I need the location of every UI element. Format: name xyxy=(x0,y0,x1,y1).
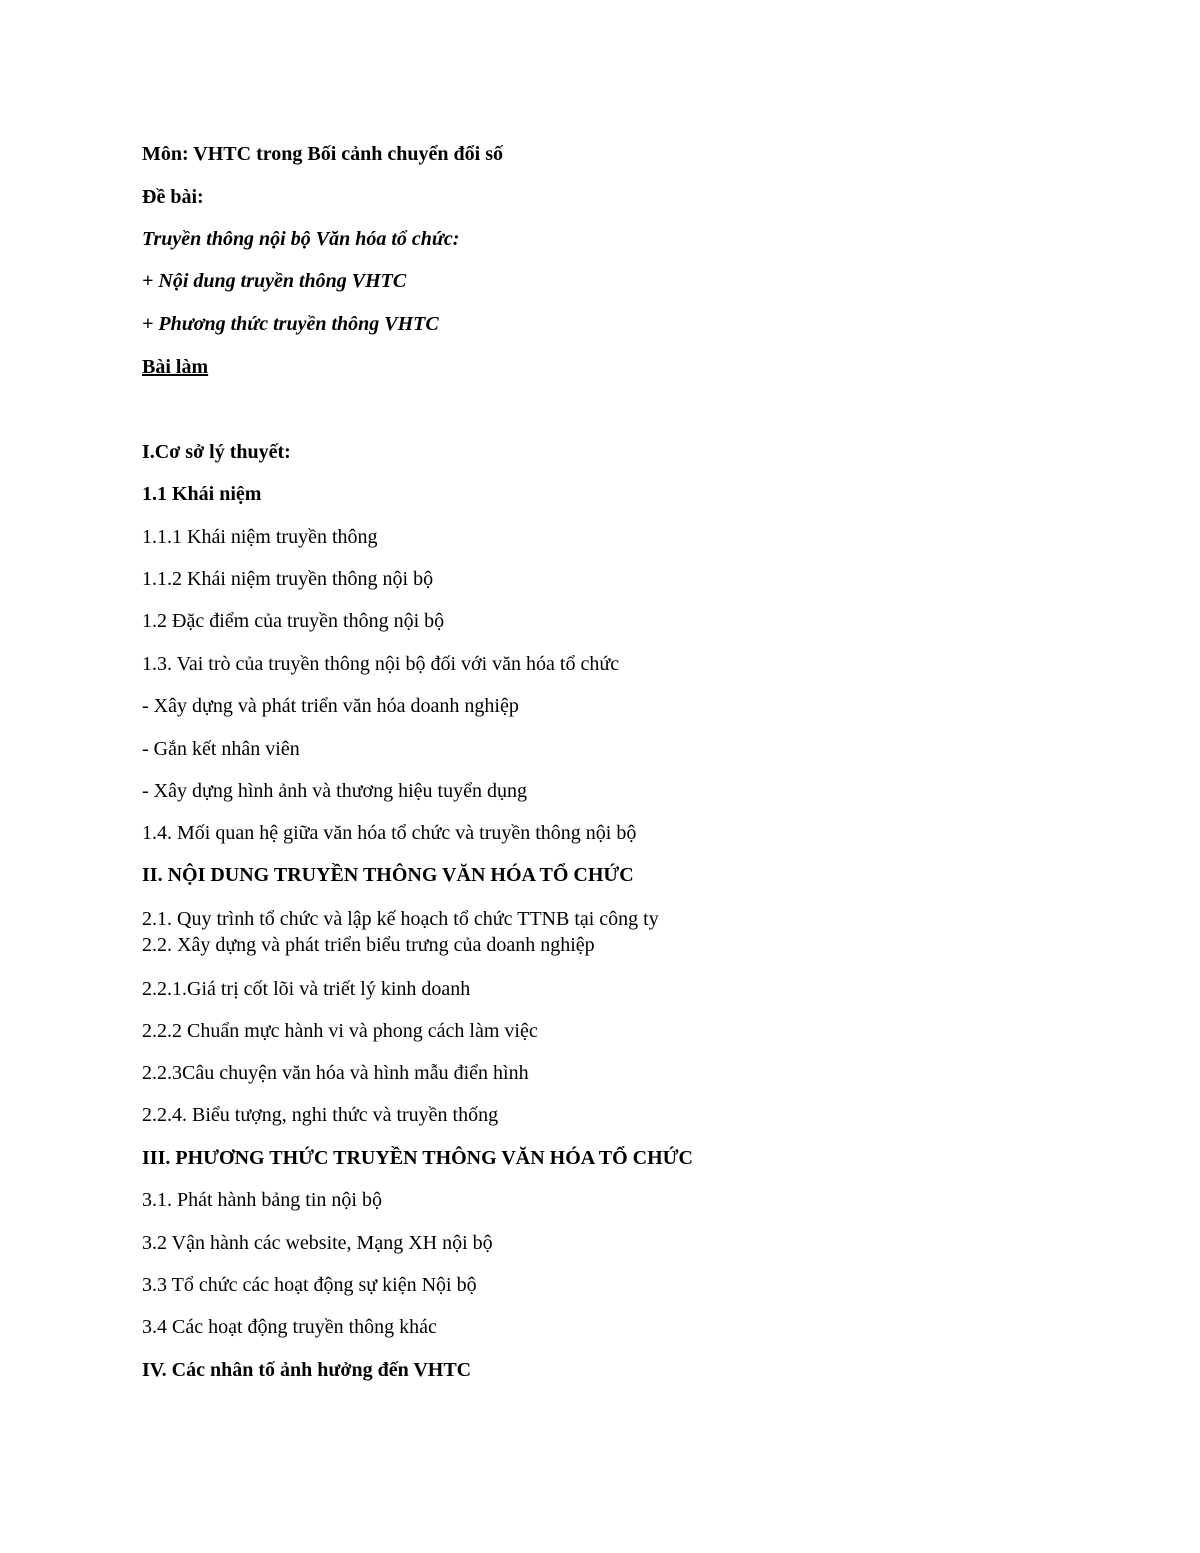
outline-item: 1.3. Vai trò của truyền thông nội bộ đối với văn hóa tổ chức xyxy=(142,653,620,675)
outline-item: 3.4 Các hoạt động truyền thông khác xyxy=(142,1316,437,1338)
outline-item: 1.2 Đặc điểm của truyền thông nội bộ xyxy=(142,610,445,632)
outline-item: 1.1.1 Khái niệm truyền thông xyxy=(142,526,378,548)
section-heading-3: III. PHƯƠNG THỨC TRUYỀN THÔNG VĂN HÓA TỔ CHỨC xyxy=(142,1147,693,1169)
assignment-title: Truyền thông nội bộ Văn hóa tổ chức: xyxy=(142,228,460,250)
subsection-heading-1-1: 1.1 Khái niệm xyxy=(142,483,262,505)
assignment-item-content: + Nội dung truyền thông VHTC xyxy=(142,270,407,292)
outline-bullet: - Gắn kết nhân viên xyxy=(142,738,300,760)
outline-item: 1.4. Mối quan hệ giữa văn hóa tổ chức và truyền thông nội bộ xyxy=(142,822,637,844)
outline-item: 1.1.2 Khái niệm truyền thông nội bộ xyxy=(142,568,434,590)
outline-item: 3.2 Vận hành các website, Mạng XH nội bộ xyxy=(142,1232,493,1254)
outline-item: 2.2. Xây dựng và phát triển biểu trưng của doanh nghiệp xyxy=(142,934,595,956)
work-heading: Bài làm xyxy=(142,356,209,378)
section-heading-4: IV. Các nhân tố ảnh hưởng đến VHTC xyxy=(142,1359,472,1381)
outline-item: 3.3 Tổ chức các hoạt động sự kiện Nội bộ xyxy=(142,1274,477,1296)
outline-item: 2.2.4. Biểu tượng, nghi thức và truyền thống xyxy=(142,1104,499,1126)
section-heading-1: I.Cơ sở lý thuyết: xyxy=(142,441,291,463)
assignment-label: Đề bài: xyxy=(142,186,204,208)
outline-item: 3.1. Phát hành bảng tin nội bộ xyxy=(142,1189,382,1211)
section-heading-2: II. NỘI DUNG TRUYỀN THÔNG VĂN HÓA TỔ CHỨC xyxy=(142,864,634,886)
outline-bullet: - Xây dựng hình ảnh và thương hiệu tuyển dụng xyxy=(142,780,527,802)
subject-line: Môn: VHTC trong Bối cảnh chuyển đổi số xyxy=(142,143,503,165)
outline-item: 2.2.2 Chuẩn mực hành vi và phong cách làm việc xyxy=(142,1020,538,1042)
outline-item: 2.1. Quy trình tổ chức và lập kế hoạch tổ chức TTNB tại công ty xyxy=(142,908,659,930)
assignment-item-method: + Phương thức truyền thông VHTC xyxy=(142,313,439,335)
outline-bullet: - Xây dựng và phát triển văn hóa doanh nghiệp xyxy=(142,695,519,717)
outline-item: 2.2.1.Giá trị cốt lõi và triết lý kinh doanh xyxy=(142,978,471,1000)
outline-item: 2.2.3Câu chuyện văn hóa và hình mẫu điển hình xyxy=(142,1062,529,1084)
